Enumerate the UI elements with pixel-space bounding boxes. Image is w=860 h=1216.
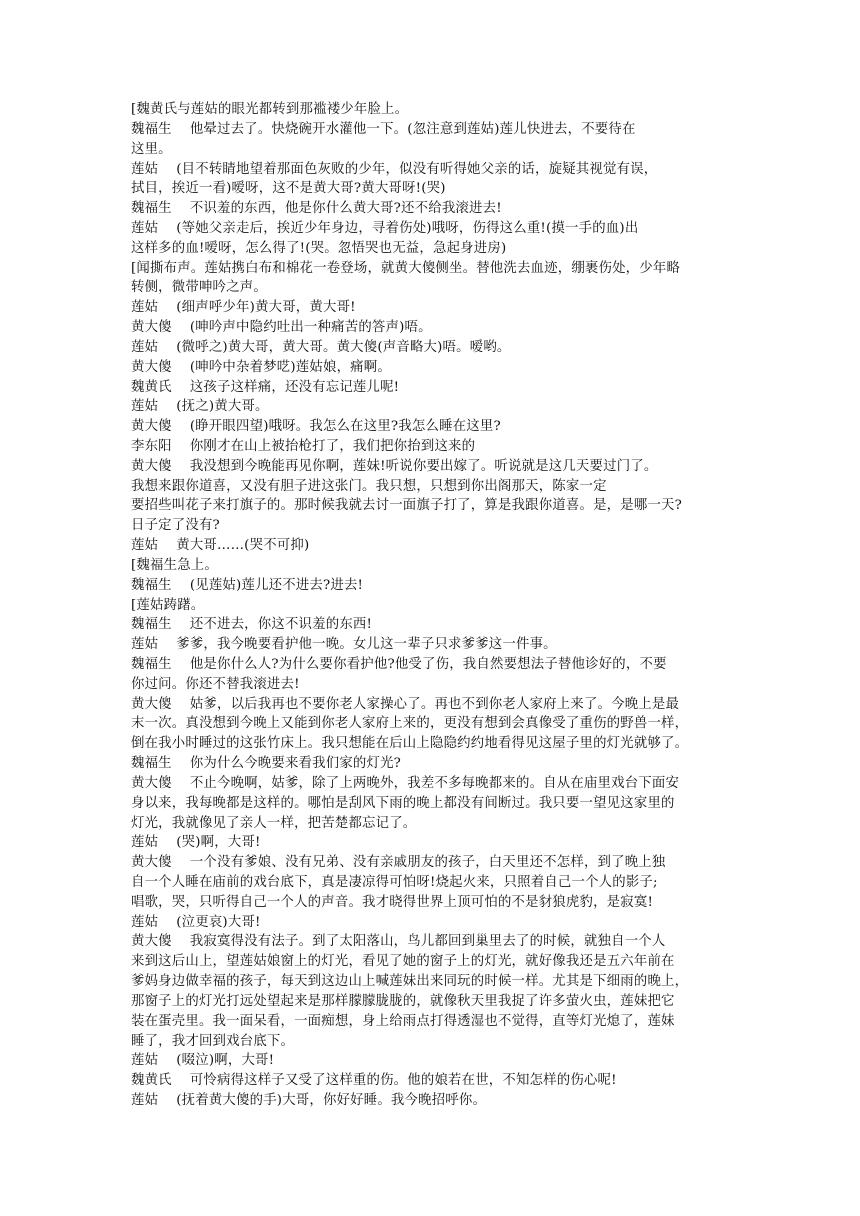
text-line: 魏福生 他是你什么人?为什么要你看护他?他受了伤，我自然要想法子替他诊好的，不要: [131, 657, 667, 672]
text-line: 莲姑 (微呼之)黄大哥，黄大哥。黄大傻(声音略大)唔。嗳哟。: [131, 339, 511, 355]
text-line: 黄大傻 一个没有爹娘、没有兄弟、没有亲戚朋友的孩子，白天里还不怎样，到了晚上独: [131, 855, 666, 871]
text-line: 爹妈身边做幸福的孩子，每天到这边山上喊莲妹出来同玩的时候一样。尤其是下细雨的晚上，: [131, 974, 689, 990]
text-line: 魏福生 你为什么今晚要来看我们家的灯光?: [131, 756, 402, 772]
text-line: 黄大傻 我寂寞得没有法子。到了太阳落山，鸟儿都回到巢里去了的时候，就独自一个人: [131, 934, 666, 950]
text-line: 我想来跟你道喜，又没有胆子进这张门。我只想，只想到你出阁那天，陈家一定: [131, 478, 607, 494]
text-line: 唱歌，哭，只听得自己一个人的声音。我才晓得世界上顶可怕的不是豺狼虎豹，是寂寞!: [131, 894, 654, 910]
text-line: 睡了，我才回到戏台底下。: [131, 1033, 295, 1049]
text-line: 装在蛋壳里。我一面呆看，一面痴想，身上给雨点打得透湿也不觉得，直等灯光熄了，莲妹: [131, 1013, 675, 1029]
text-line: 李东阳 你刚才在山上被抬枪打了，我们把你抬到这来的: [131, 438, 476, 454]
text-line: 拭目，挨近一看)嗳呀，这不是黄大哥?黄大哥呀!(哭): [131, 181, 446, 197]
text-line: 那窗子上的灯光打远处望起来是那样朦朦胧胧的，就像秋天里我捉了许多萤火虫，莲妹把它: [131, 993, 675, 1009]
text-line: [闻撕布声。莲姑携白布和棉花一卷登场，就黄大傻侧坐。替他洗去血迹，绷裹伤处，少年略: [131, 260, 681, 276]
text-line: 莲姑 (细声呼少年)黄大哥，黄大哥!: [131, 300, 356, 316]
text-line: 莲姑 (啜泣)啊，大哥!: [131, 1053, 275, 1069]
text-line: 魏福生 还不进去，你这不识羞的东西!: [131, 617, 373, 633]
text-line: 魏黄氏 这孩子这样痛，还没有忘记莲儿呢!: [131, 379, 400, 395]
text-line: 黄大傻 姑爹，以后我再也不要你老人家操心了。再也不到你老人家府上来了。今晚上是最: [131, 696, 680, 712]
text-line: 你过问。你还不替我滚进去!: [131, 676, 300, 692]
text-line: 来到这后山上，望莲姑娘窗上的灯光，看见了她的窗子上的灯光，就好像我还是五六年前在: [131, 954, 675, 970]
text-line: 日子定了没有?: [131, 518, 220, 534]
text-line: 莲姑 黄大哥……(哭不可抑): [131, 538, 310, 553]
text-line: 莲姑 (等她父亲走后，挨近少年身边，寻着伤处)哦呀，伤得这么重!(摸一手的血)出: [131, 220, 639, 236]
text-line: 黄大傻 我没想到今晚能再见你啊，莲妹!听说你要出嫁了。听说就是这几天要过门了。: [131, 458, 658, 474]
text-line: [魏福生急上。: [131, 557, 218, 573]
text-line: 这样多的血!嗳呀，怎么得了!(哭。忽悟哭也无益，急起身进房): [131, 240, 507, 256]
text-line: 黄大傻 不止今晚啊，姑爹，除了上两晚外，我差不多每晚都来的。自从在庙里戏台下面安: [131, 775, 680, 791]
text-line: 灯光，我就像见了亲人一样，把苦楚都忘记了。: [131, 815, 417, 831]
text-line: [魏黄氏与莲姑的眼光都转到那褴褛少年脸上。: [131, 102, 409, 117]
text-line: 莲姑 (泣更哀)大哥!: [131, 914, 261, 930]
text-line: 魏福生 他晕过去了。快烧碗开水灌他一下。(忽注意到莲姑)莲儿快进去，不要待在: [131, 121, 636, 137]
text-line: 莲姑 (目不转睛地望着那面色灰败的少年，似没有听得她父亲的话，旋疑其视觉有误，: [131, 161, 658, 177]
text-line: 末一次。真没想到今晚上又能到你老人家府上来的，更没有想到会真像受了重伤的野兽一样，: [131, 716, 689, 732]
text-line: [莲姑踌躇。: [131, 597, 205, 613]
text-line: 自一个人睡在庙前的戏台底下，真是凄凉得可怕呀!烧起火来，只照着自己一个人的影子;: [131, 875, 658, 890]
text-line: 黄大傻 (呻吟声中隐约吐出一种痛苦的答声)唔。: [131, 320, 432, 335]
text-line: 魏黄氏 可怜病得这样子又受了这样重的伤。他的娘若在世，不知怎样的伤心呢!: [131, 1073, 617, 1089]
text-line: 转侧，微带呻吟之声。: [131, 280, 267, 296]
text-line: 身以来，我每晚都是这样的。哪怕是刮风下雨的晚上都没有间断过。我只要一望见这家里的: [131, 795, 675, 811]
text-line: 黄大傻 (睁开眼四望)哦呀。我怎么在这里?我怎么睡在这里?: [131, 419, 501, 435]
text-line: 莲姑 爹爹，我今晚要看护他一晚。女儿这一辈子只求爹爹这一件事。: [131, 637, 557, 653]
text-line: 魏福生 不识羞的东西，他是你什么黄大哥?还不给我滚进去!: [131, 201, 502, 217]
text-line: 莲姑 (抚着黄大傻的手)大哥，你好好睡。我今晚招呼你。: [131, 1093, 487, 1108]
text-line: 莲姑 (抚之)黄大哥。: [131, 399, 269, 415]
text-line: 黄大傻 (呻吟中杂着梦呓)莲姑娘，痛啊。: [131, 359, 391, 375]
text-line: 莲姑 (哭)啊，大哥!: [131, 835, 261, 851]
text-line: 要招些叫花子来打旗子的。那时候我就去讨一面旗子打了，算是我跟你道喜。是，是哪一天?: [131, 498, 683, 514]
text-line: 倒在我小时睡过的这张竹床上。我只想能在后山上隐隐约约地看得见这屋子里的灯光就够了。: [131, 736, 689, 752]
text-line: 魏福生 (见莲姑)莲儿还不进去?进去!: [131, 577, 364, 593]
text-line: 这里。: [131, 141, 172, 157]
